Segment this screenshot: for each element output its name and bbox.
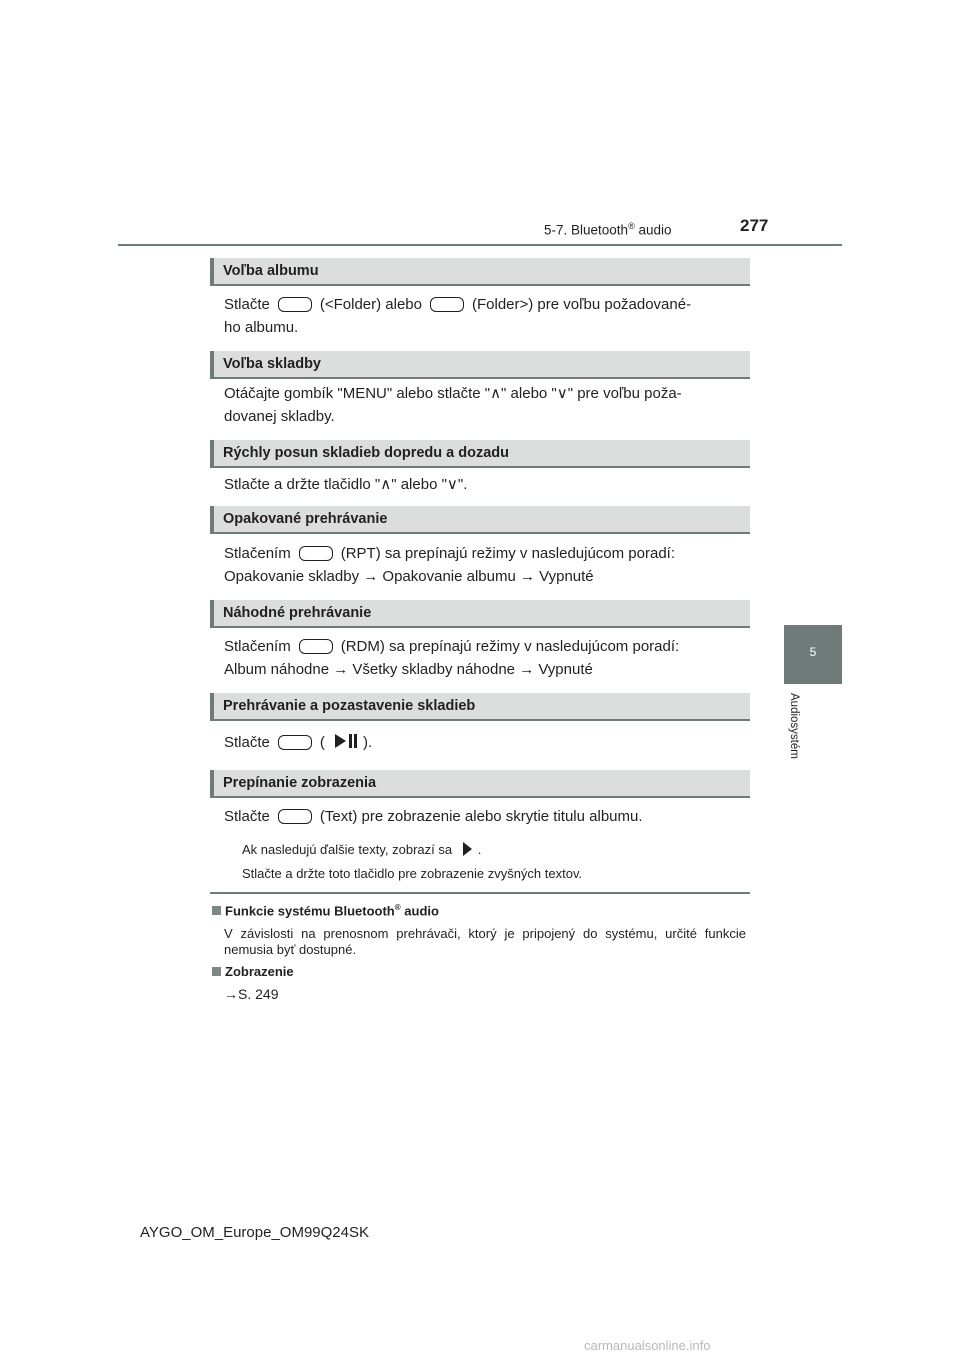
section-title-suffix: audio xyxy=(634,222,672,238)
section-heading-text: Opakované prehrávanie xyxy=(223,511,388,527)
arrow-right-icon xyxy=(460,841,474,857)
track-paragraph xyxy=(224,382,746,428)
display-paragraph xyxy=(224,805,746,828)
footer-code: AYGO_OM_Europe_OM99Q24SK xyxy=(140,1224,369,1241)
square-bullet-icon xyxy=(212,906,221,915)
text-button-icon xyxy=(278,809,312,824)
section-heading-repeat xyxy=(210,506,750,534)
text: (RPT) sa prepínajú režimy v nasledujúcom poradí: xyxy=(340,545,676,562)
section-heading-album xyxy=(210,258,750,286)
text: Stlačte xyxy=(224,296,270,313)
folder-prev-button-icon xyxy=(278,297,312,312)
text: Stlačte xyxy=(224,734,270,751)
text: audio xyxy=(400,903,439,919)
text: Funkcie systému Bluetooth xyxy=(225,903,395,919)
text: Album náhodne → Všetky skladby náhodne → Vypnuté xyxy=(224,661,593,678)
random-paragraph xyxy=(224,635,746,681)
text: Stlačte xyxy=(224,808,270,825)
section-heading-text: Voľba albumu xyxy=(223,263,319,279)
section-heading-track xyxy=(210,351,750,379)
play-button-icon xyxy=(278,735,312,750)
repeat-paragraph xyxy=(224,542,746,588)
text: Zobrazenie xyxy=(225,964,294,979)
text: Stlačením xyxy=(224,545,291,562)
section-heading-text: Rýchly posun skladieb dopredu a dozadu xyxy=(223,445,510,461)
text: Stlačte a držte tlačidlo "∧" alebo "∨". xyxy=(224,476,468,493)
chapter-label: Audiosystém xyxy=(788,693,800,759)
more-text-hint xyxy=(242,841,481,857)
section-heading-random xyxy=(210,600,750,628)
note-heading-display xyxy=(212,964,294,979)
text: (Folder>) pre voľbu požadované- xyxy=(472,296,692,313)
text: . xyxy=(477,842,482,857)
text: Stlačením xyxy=(224,638,291,655)
folder-next-button-icon xyxy=(430,297,464,312)
registered-mark: ® xyxy=(394,903,401,912)
rdm-button-icon xyxy=(299,639,333,654)
text: ( xyxy=(319,734,325,751)
more-text-hint-2: Stlačte a držte toto tlačidlo pre zobrazenie zvyšných textov. xyxy=(242,866,583,881)
play-pause-paragraph xyxy=(224,731,746,754)
section-heading-text: Náhodné prehrávanie xyxy=(223,605,372,621)
text: dovanej skladby. xyxy=(224,408,335,425)
watermark: carmanualsonline.info xyxy=(584,1338,711,1353)
note-heading-bluetooth xyxy=(212,903,439,918)
text: Ak nasledujú ďalšie texty, zobrazí sa xyxy=(242,842,453,857)
text: Otáčajte gombík "MENU" alebo stlačte "∧" alebo "∨" pre voľbu poža- xyxy=(224,385,682,402)
section-heading-text: Prepínanie zobrazenia xyxy=(223,775,377,791)
chapter-tab xyxy=(784,625,842,684)
text: (<Folder) alebo xyxy=(319,296,422,313)
note-text-display: →S. 249 xyxy=(224,986,279,1002)
registered-mark: ® xyxy=(628,221,635,231)
page-number: 277 xyxy=(740,216,769,235)
section-title xyxy=(544,221,672,238)
note-text-bluetooth: V závislosti na prenosnom prehrávači, ktorý je pripojený do systému, určité funkcie nemusia byť dostupné. xyxy=(224,926,746,957)
section-heading-play-pause xyxy=(210,693,750,721)
album-paragraph xyxy=(224,293,746,339)
chapter-number: 5 xyxy=(809,645,817,659)
notes-rule xyxy=(210,892,750,894)
text: ). xyxy=(363,734,373,751)
section-heading-display xyxy=(210,770,750,798)
section-title-text: 5-7. Bluetooth xyxy=(544,222,629,238)
fast-forward-paragraph xyxy=(224,473,746,496)
text: (Text) pre zobrazenie alebo skrytie titulu albumu. xyxy=(319,808,643,825)
section-heading-fast-forward xyxy=(210,440,750,468)
square-bullet-icon xyxy=(212,967,221,976)
section-heading-text: Voľba skladby xyxy=(223,356,321,372)
play-pause-icon xyxy=(333,733,359,749)
rpt-button-icon xyxy=(299,546,333,561)
text: ho albumu. xyxy=(224,319,299,336)
text: Opakovanie skladby → Opakovanie albumu → Vypnuté xyxy=(224,568,594,585)
section-heading-text: Prehrávanie a pozastavenie skladieb xyxy=(223,698,476,714)
header-rule xyxy=(118,244,842,246)
text: (RDM) sa prepínajú režimy v nasledujúcom poradí: xyxy=(340,638,680,655)
